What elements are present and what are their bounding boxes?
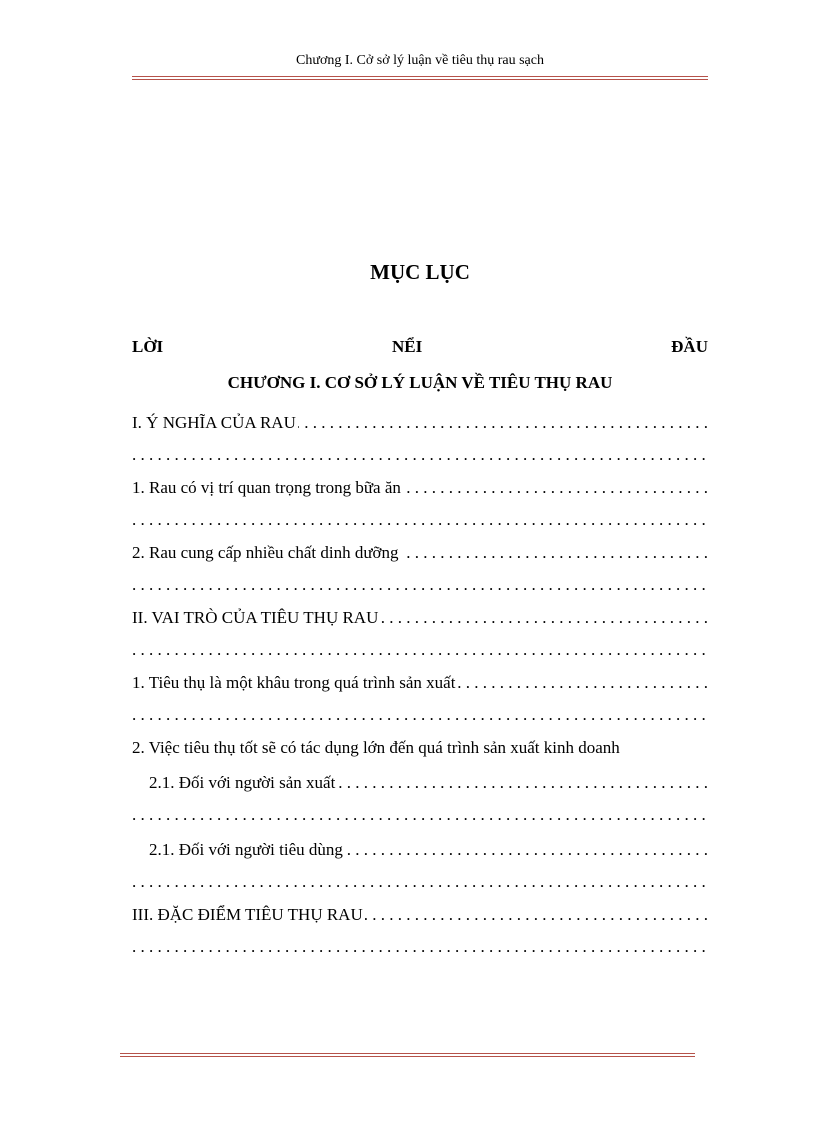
toc-entry-text: II. VAI TRÒ CỦA TIÊU THỤ RAU xyxy=(132,608,379,627)
toc-chapter-heading: CHƯƠNG I. CƠ SỞ LÝ LUẬN VỀ TIÊU THỤ RAU xyxy=(227,373,613,392)
toc-entry-text: 1. Rau có vị trí quan trọng trong bữa ăn xyxy=(132,478,401,497)
intro-word-1: LỜI xyxy=(132,337,164,356)
intro-word-3: ĐẦU xyxy=(671,337,708,356)
toc-entry[interactable] xyxy=(132,773,708,837)
toc-entry[interactable] xyxy=(132,478,708,542)
footer-rule xyxy=(120,1053,695,1057)
toc-entry-text: 2.1. Đối với người tiêu dùng xyxy=(132,840,345,859)
toc-entry[interactable] xyxy=(132,608,708,672)
toc-intro-heading xyxy=(132,337,708,361)
toc-entry[interactable] xyxy=(132,413,708,477)
toc-entry-text: 2. Rau cung cấp nhiều chất dinh dưỡng xyxy=(132,543,399,562)
toc-entry[interactable] xyxy=(132,738,708,770)
toc-entry[interactable] xyxy=(132,840,708,904)
toc-entry-text: 2. Việc tiêu thụ tốt sẽ có tác dụng lớn đến quá trình sản xuất kinh doanh xyxy=(132,738,620,757)
toc-entry-text: 1. Tiêu thụ là một khâu trong quá trình sản xuất xyxy=(132,673,456,692)
toc-title: MỤC LỤC xyxy=(370,260,470,284)
toc-entry[interactable] xyxy=(132,543,708,607)
running-header: Chương I. Cở sở lý luận về tiêu thụ rau sạch xyxy=(296,53,544,68)
toc-entry[interactable] xyxy=(132,673,708,737)
toc-entry-text: I. Ý NGHĨA CỦA RAU xyxy=(132,413,296,432)
header-rule xyxy=(132,76,708,80)
intro-word-2: NỂI xyxy=(392,337,423,356)
toc-entry[interactable] xyxy=(132,905,708,969)
toc-entry-text: 2.1. Đối với người sản xuất xyxy=(132,773,337,792)
toc-entry-text: III. ĐẶC ĐIỂM TIÊU THỤ RAU xyxy=(132,905,363,924)
